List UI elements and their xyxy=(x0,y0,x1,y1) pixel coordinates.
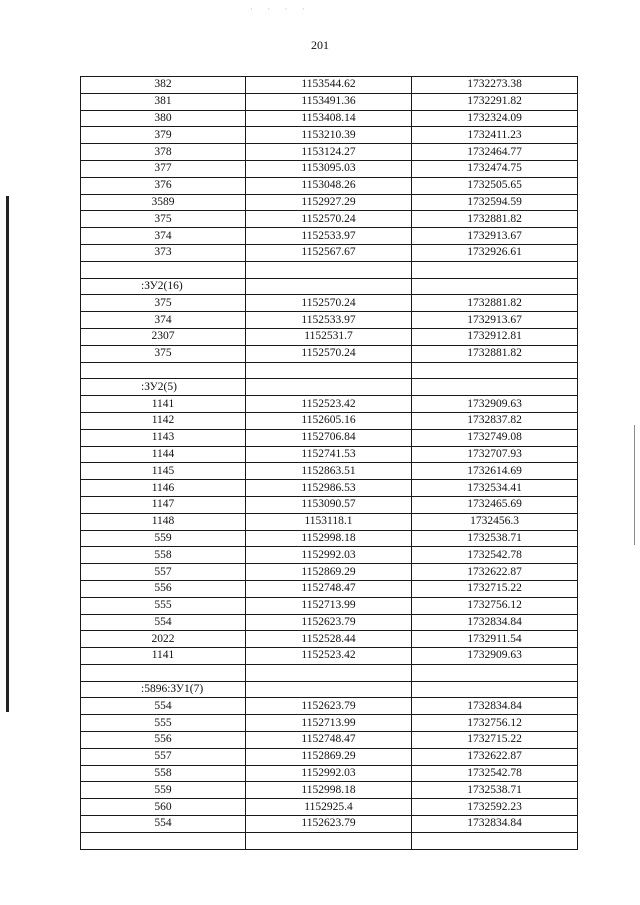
table-row xyxy=(81,748,578,765)
point-number-cell: 1142 xyxy=(81,412,246,429)
y-coordinate-cell: 1732324.09 xyxy=(412,110,578,127)
point-number-cell: 1141 xyxy=(81,648,246,665)
x-coordinate-cell: 1152623.79 xyxy=(246,614,412,631)
y-coordinate-cell: 1732622.87 xyxy=(412,564,578,581)
x-coordinate-cell: 1152570.24 xyxy=(246,345,412,362)
x-coordinate-cell: 1152523.42 xyxy=(246,396,412,413)
x-coordinate-cell: 1152623.79 xyxy=(246,698,412,715)
table-row xyxy=(81,110,578,127)
y-coordinate-cell: 1732909.63 xyxy=(412,396,578,413)
table-row xyxy=(81,799,578,816)
x-coordinate-cell: 1152748.47 xyxy=(246,580,412,597)
point-number-cell: 379 xyxy=(81,127,246,144)
x-coordinate-cell xyxy=(246,379,412,396)
table-row xyxy=(81,765,578,782)
table-row xyxy=(81,345,578,362)
x-coordinate-cell: 1152869.29 xyxy=(246,564,412,581)
point-number-cell: 376 xyxy=(81,177,246,194)
point-number-cell: 375 xyxy=(81,211,246,228)
table-row xyxy=(81,312,578,329)
point-number-cell: 1143 xyxy=(81,429,246,446)
point-number-cell: 554 xyxy=(81,698,246,715)
x-coordinate-cell xyxy=(246,261,412,278)
y-coordinate-cell: 1732913.67 xyxy=(412,228,578,245)
point-number-cell: 559 xyxy=(81,530,246,547)
table-row xyxy=(81,228,578,245)
table-row xyxy=(81,597,578,614)
y-coordinate-cell: 1732909.63 xyxy=(412,648,578,665)
point-number-cell xyxy=(81,362,246,379)
point-number-cell: 558 xyxy=(81,765,246,782)
table-row xyxy=(81,480,578,497)
y-coordinate-cell: 1732474.75 xyxy=(412,160,578,177)
x-coordinate-cell: 1152713.99 xyxy=(246,597,412,614)
x-coordinate-cell: 1152998.18 xyxy=(246,530,412,547)
coordinates-table xyxy=(80,76,578,850)
x-coordinate-cell xyxy=(246,664,412,681)
x-coordinate-cell: 1152533.97 xyxy=(246,228,412,245)
table-row xyxy=(81,530,578,547)
x-coordinate-cell: 1152706.84 xyxy=(246,429,412,446)
table-row xyxy=(81,144,578,161)
x-coordinate-cell: 1153095.03 xyxy=(246,160,412,177)
y-coordinate-cell: 1732756.12 xyxy=(412,597,578,614)
x-coordinate-cell: 1153090.57 xyxy=(246,496,412,513)
point-number-cell: 1148 xyxy=(81,513,246,530)
table-row xyxy=(81,782,578,799)
point-number-cell: 555 xyxy=(81,597,246,614)
point-number-cell: 373 xyxy=(81,244,246,261)
y-coordinate-cell: 1732837.82 xyxy=(412,412,578,429)
coordinates-table-body xyxy=(81,77,578,850)
scan-edge-mark-left xyxy=(6,196,9,712)
x-coordinate-cell: 1152992.03 xyxy=(246,547,412,564)
x-coordinate-cell: 1153210.39 xyxy=(246,127,412,144)
scan-edge-mark-right xyxy=(634,425,635,545)
point-number-cell: 380 xyxy=(81,110,246,127)
y-coordinate-cell: 1732456.3 xyxy=(412,513,578,530)
empty-row xyxy=(81,832,578,849)
x-coordinate-cell: 1153048.26 xyxy=(246,177,412,194)
point-number-cell: 1146 xyxy=(81,480,246,497)
table-row xyxy=(81,429,578,446)
point-number-cell: 381 xyxy=(81,93,246,110)
x-coordinate-cell: 1152992.03 xyxy=(246,765,412,782)
x-coordinate-cell: 1153408.14 xyxy=(246,110,412,127)
point-number-cell: 554 xyxy=(81,614,246,631)
point-number-cell: 1147 xyxy=(81,496,246,513)
table-row xyxy=(81,328,578,345)
point-number-cell: 557 xyxy=(81,748,246,765)
y-coordinate-cell: 1732881.82 xyxy=(412,295,578,312)
table-row xyxy=(81,160,578,177)
point-number-cell: 375 xyxy=(81,345,246,362)
point-number-cell: 558 xyxy=(81,547,246,564)
point-number-cell: 560 xyxy=(81,799,246,816)
point-number-cell: 556 xyxy=(81,580,246,597)
y-coordinate-cell xyxy=(412,832,578,849)
y-coordinate-cell: 1732912.81 xyxy=(412,328,578,345)
y-coordinate-cell: 1732834.84 xyxy=(412,614,578,631)
x-coordinate-cell xyxy=(246,832,412,849)
point-number-cell: 375 xyxy=(81,295,246,312)
point-number-cell: :5896:ЗУ1(7) xyxy=(81,681,246,698)
y-coordinate-cell: 1732291.82 xyxy=(412,93,578,110)
x-coordinate-cell: 1152748.47 xyxy=(246,732,412,749)
x-coordinate-cell: 1152533.97 xyxy=(246,312,412,329)
x-coordinate-cell: 1152570.24 xyxy=(246,211,412,228)
y-coordinate-cell: 1732911.54 xyxy=(412,631,578,648)
point-number-cell: :ЗУ2(5) xyxy=(81,379,246,396)
section-label-row xyxy=(81,681,578,698)
point-number-cell: 1141 xyxy=(81,396,246,413)
y-coordinate-cell: 1732881.82 xyxy=(412,211,578,228)
y-coordinate-cell: 1732926.61 xyxy=(412,244,578,261)
x-coordinate-cell: 1152713.99 xyxy=(246,715,412,732)
x-coordinate-cell: 1153118.1 xyxy=(246,513,412,530)
x-coordinate-cell: 1152623.79 xyxy=(246,816,412,833)
empty-row xyxy=(81,362,578,379)
table-row xyxy=(81,194,578,211)
y-coordinate-cell: 1732505.65 xyxy=(412,177,578,194)
x-coordinate-cell xyxy=(246,362,412,379)
point-number-cell: 1144 xyxy=(81,446,246,463)
x-coordinate-cell: 1152605.16 xyxy=(246,412,412,429)
y-coordinate-cell: 1732273.38 xyxy=(412,77,578,94)
table-row xyxy=(81,580,578,597)
point-number-cell: 382 xyxy=(81,77,246,94)
y-coordinate-cell: 1732542.78 xyxy=(412,547,578,564)
point-number-cell xyxy=(81,664,246,681)
x-coordinate-cell: 1153544.62 xyxy=(246,77,412,94)
y-coordinate-cell: 1732614.69 xyxy=(412,463,578,480)
y-coordinate-cell xyxy=(412,664,578,681)
table-row xyxy=(81,648,578,665)
point-number-cell: 555 xyxy=(81,715,246,732)
y-coordinate-cell: 1732464.77 xyxy=(412,144,578,161)
table-row xyxy=(81,463,578,480)
x-coordinate-cell: 1152741.53 xyxy=(246,446,412,463)
point-number-cell: 557 xyxy=(81,564,246,581)
table-row xyxy=(81,77,578,94)
x-coordinate-cell: 1152927.29 xyxy=(246,194,412,211)
scan-noise: · · · · xyxy=(250,4,311,14)
section-label-row xyxy=(81,278,578,295)
x-coordinate-cell: 1153491.36 xyxy=(246,93,412,110)
table-row xyxy=(81,177,578,194)
point-number-cell: 374 xyxy=(81,228,246,245)
point-number-cell xyxy=(81,261,246,278)
point-number-cell: 2022 xyxy=(81,631,246,648)
table-row xyxy=(81,93,578,110)
y-coordinate-cell: 1732715.22 xyxy=(412,732,578,749)
empty-row xyxy=(81,261,578,278)
page-number: 201 xyxy=(311,38,329,52)
y-coordinate-cell xyxy=(412,681,578,698)
table-row xyxy=(81,547,578,564)
y-coordinate-cell xyxy=(412,261,578,278)
x-coordinate-cell xyxy=(246,278,412,295)
y-coordinate-cell: 1732534.41 xyxy=(412,480,578,497)
y-coordinate-cell: 1732538.71 xyxy=(412,782,578,799)
x-coordinate-cell: 1152869.29 xyxy=(246,748,412,765)
table-row xyxy=(81,816,578,833)
x-coordinate-cell: 1152523.42 xyxy=(246,648,412,665)
point-number-cell: 559 xyxy=(81,782,246,799)
y-coordinate-cell: 1732411.23 xyxy=(412,127,578,144)
x-coordinate-cell xyxy=(246,681,412,698)
table-row xyxy=(81,698,578,715)
table-row xyxy=(81,295,578,312)
x-coordinate-cell: 1152925.4 xyxy=(246,799,412,816)
x-coordinate-cell: 1152998.18 xyxy=(246,782,412,799)
y-coordinate-cell xyxy=(412,362,578,379)
y-coordinate-cell: 1732538.71 xyxy=(412,530,578,547)
point-number-cell: 3589 xyxy=(81,194,246,211)
point-number-cell xyxy=(81,832,246,849)
table-row xyxy=(81,732,578,749)
empty-row xyxy=(81,664,578,681)
x-coordinate-cell: 1152528.44 xyxy=(246,631,412,648)
table-row xyxy=(81,513,578,530)
y-coordinate-cell: 1732913.67 xyxy=(412,312,578,329)
y-coordinate-cell: 1732594.59 xyxy=(412,194,578,211)
point-number-cell: 374 xyxy=(81,312,246,329)
y-coordinate-cell: 1732756.12 xyxy=(412,715,578,732)
y-coordinate-cell xyxy=(412,278,578,295)
table-row xyxy=(81,127,578,144)
point-number-cell: 556 xyxy=(81,732,246,749)
x-coordinate-cell: 1152863.51 xyxy=(246,463,412,480)
table-row xyxy=(81,244,578,261)
y-coordinate-cell: 1732542.78 xyxy=(412,765,578,782)
table-row xyxy=(81,631,578,648)
y-coordinate-cell: 1732622.87 xyxy=(412,748,578,765)
y-coordinate-cell: 1732749.08 xyxy=(412,429,578,446)
y-coordinate-cell: 1732592.23 xyxy=(412,799,578,816)
x-coordinate-cell: 1152531.7 xyxy=(246,328,412,345)
x-coordinate-cell: 1152570.24 xyxy=(246,295,412,312)
point-number-cell: 2307 xyxy=(81,328,246,345)
y-coordinate-cell: 1732707.93 xyxy=(412,446,578,463)
table-row xyxy=(81,211,578,228)
y-coordinate-cell: 1732465.69 xyxy=(412,496,578,513)
x-coordinate-cell: 1152567.67 xyxy=(246,244,412,261)
point-number-cell: 1145 xyxy=(81,463,246,480)
table-row xyxy=(81,564,578,581)
point-number-cell: 378 xyxy=(81,144,246,161)
table-row xyxy=(81,715,578,732)
x-coordinate-cell: 1152986.53 xyxy=(246,480,412,497)
y-coordinate-cell xyxy=(412,379,578,396)
table-row xyxy=(81,496,578,513)
y-coordinate-cell: 1732834.84 xyxy=(412,816,578,833)
point-number-cell: :ЗУ2(16) xyxy=(81,278,246,295)
section-label-row xyxy=(81,379,578,396)
y-coordinate-cell: 1732881.82 xyxy=(412,345,578,362)
table-row xyxy=(81,614,578,631)
x-coordinate-cell: 1153124.27 xyxy=(246,144,412,161)
table-row xyxy=(81,446,578,463)
table-row xyxy=(81,412,578,429)
y-coordinate-cell: 1732834.84 xyxy=(412,698,578,715)
point-number-cell: 377 xyxy=(81,160,246,177)
point-number-cell: 554 xyxy=(81,816,246,833)
table-row xyxy=(81,396,578,413)
y-coordinate-cell: 1732715.22 xyxy=(412,580,578,597)
